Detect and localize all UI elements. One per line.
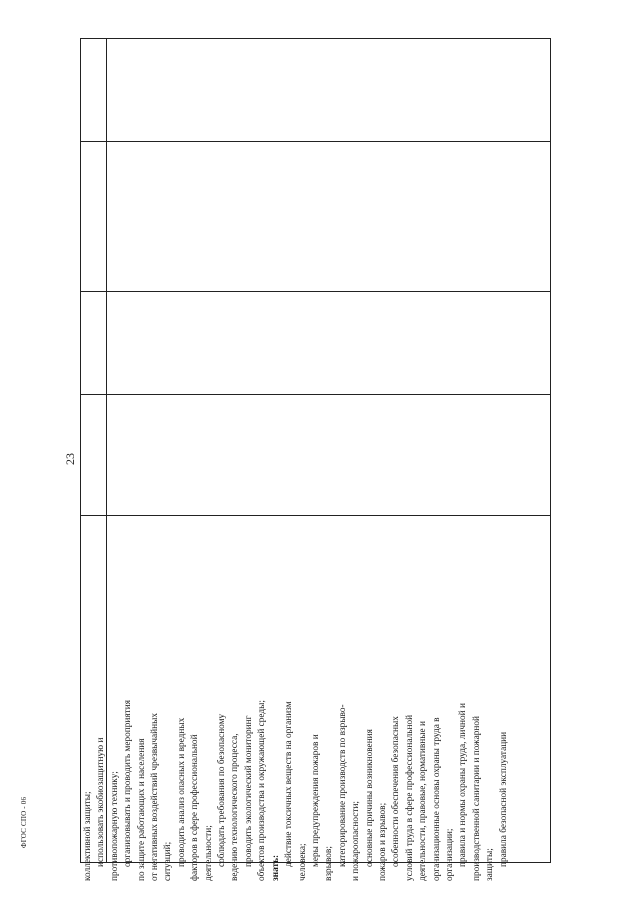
cell-text-line: условий труда в сфере профессиональной: [404, 714, 415, 881]
cell-text-line: коллективной защиты;: [83, 791, 93, 881]
footer-doc-code: ФГОС СПО - 06: [20, 796, 28, 848]
page-number: 23: [63, 453, 77, 465]
cell-text-line: организационные основы охраны труда в: [431, 717, 442, 881]
cell-text-line: взрывов;: [324, 846, 335, 881]
requirements-table: [80, 38, 551, 881]
cell-text-line: факторов в сфере профессиональной: [190, 734, 201, 881]
cell-text-line: организации;: [444, 828, 455, 881]
cell-text-line: защиты;: [485, 848, 496, 881]
cell-text-line: производственной санитарии и пожарной: [471, 716, 482, 881]
cell-text-line: действие токсичных веществ на организм: [284, 701, 295, 867]
cell-text-line: меры предупреждения пожаров и: [310, 734, 321, 867]
cell-text-line: организовывать и проводить мероприятия: [123, 700, 134, 867]
cell-text-line: пожаров и взрывов;: [377, 802, 388, 881]
cell-text-line: знать:: [270, 854, 281, 881]
table-section-divider: [81, 141, 550, 142]
cell-text-line: проводить анализ опасных и вредных: [176, 717, 187, 867]
cell-text-line: соблюдать требования по безопасному: [217, 713, 228, 867]
cell-text-line: основные причины возникновения: [364, 729, 375, 867]
cell-text-line: человека;: [297, 843, 308, 881]
cell-text-line: и пожароопасности;: [351, 800, 362, 881]
cell-text-line: по защите работающих и населения: [136, 738, 147, 881]
table-section-divider: [81, 291, 550, 292]
cell-text-line: от негативных воздействий чрезвычайных: [150, 712, 161, 881]
cell-text-line: проводить экологический мониторинг: [243, 715, 254, 867]
table-cell-content: [82, 551, 530, 885]
cell-text-line: деятельности, правовые, нормативные и: [418, 721, 429, 881]
cell-text-line: противопожарную технику;: [109, 771, 120, 881]
cell-text-line: объектов производства и окружающей среды;: [257, 700, 268, 881]
cell-text-line: использовать экобиозащитную и: [96, 737, 107, 867]
cell-text-line: правила безопасной эксплуатации: [498, 731, 509, 867]
cell-text-line: особенности обеспечения безопасных: [391, 716, 402, 867]
cell-text-line: категорирование производств по взрыво-: [337, 704, 348, 867]
cell-text-line: ведению технологического процесса,: [230, 733, 241, 881]
cell-text-line: правила и нормы охраны труда, личной и: [458, 703, 469, 867]
table-section-divider: [81, 394, 550, 395]
cell-text-line: ситуаций;: [163, 841, 174, 881]
cell-text-line: деятельности;: [203, 825, 214, 881]
table-section-divider: [81, 515, 550, 516]
